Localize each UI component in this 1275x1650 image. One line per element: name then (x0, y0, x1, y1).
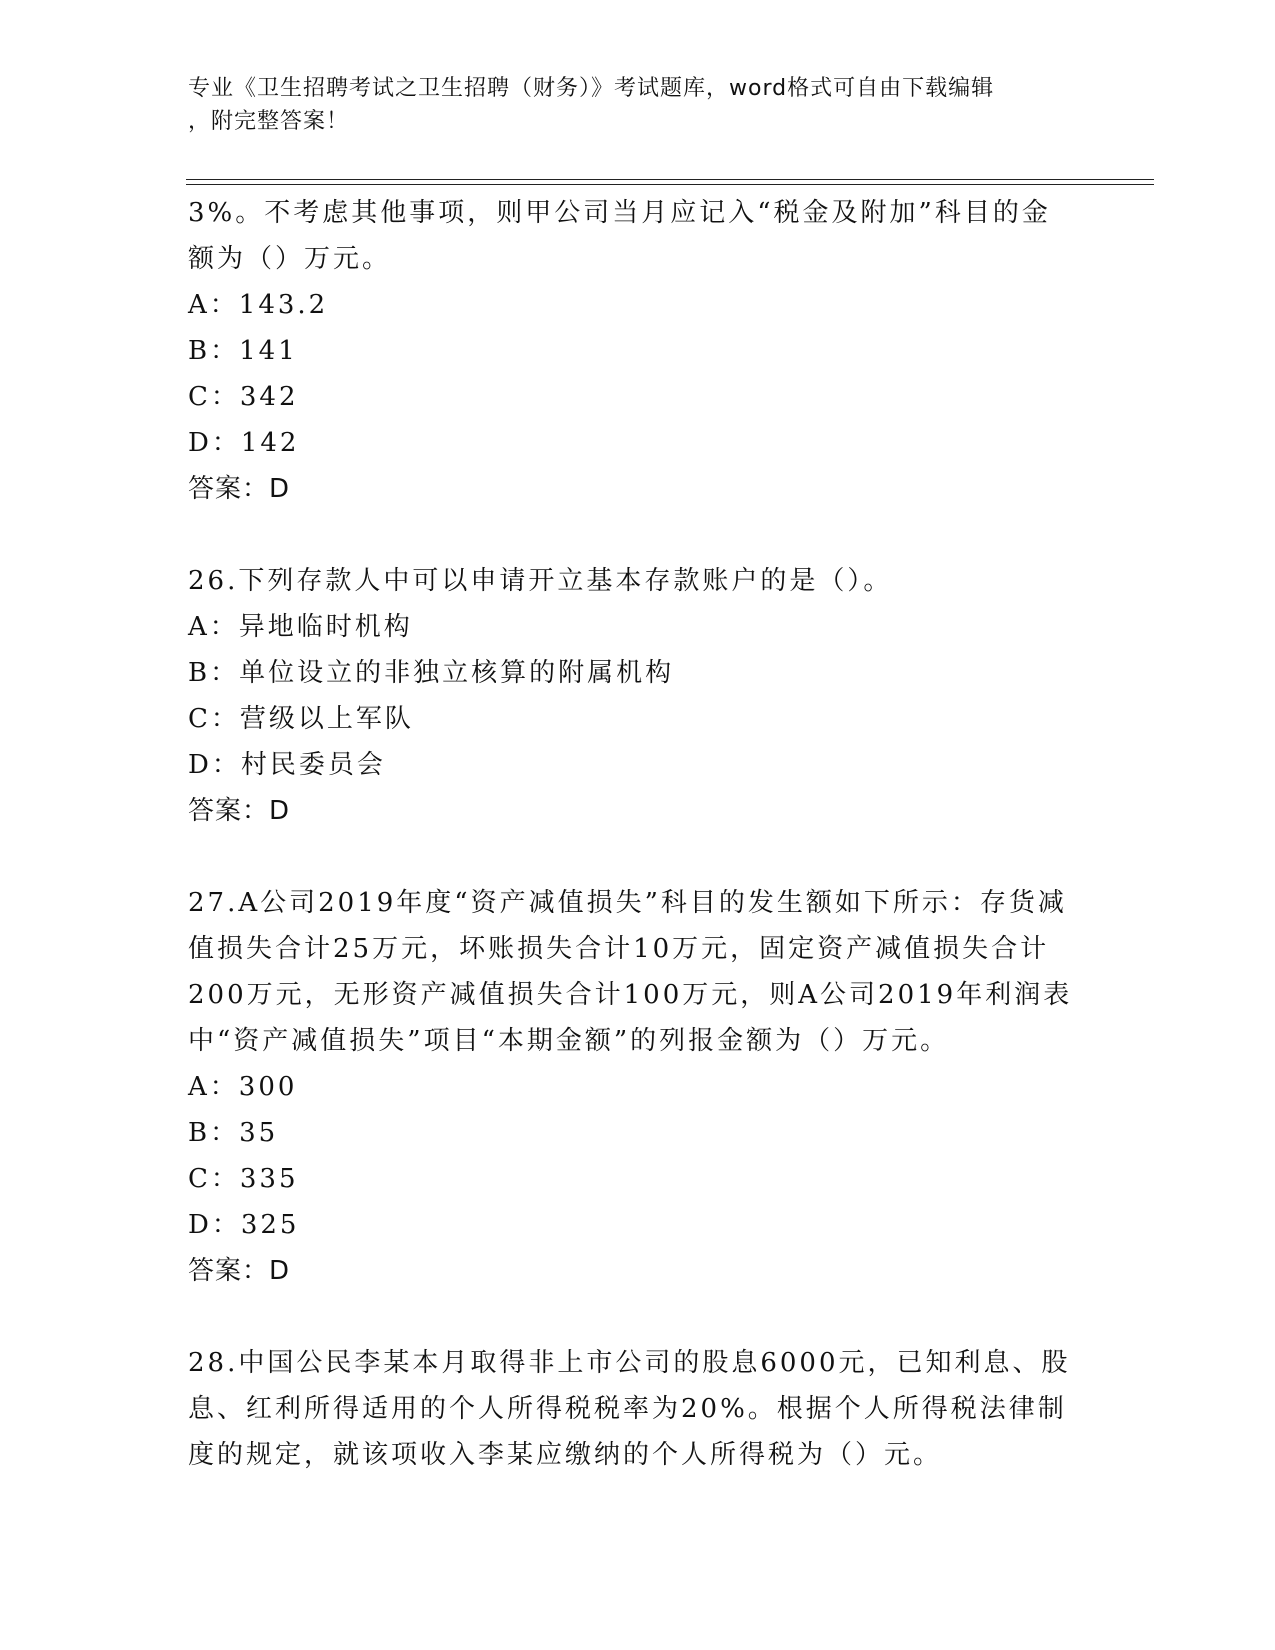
option-d: D：142 (188, 428, 300, 458)
document-body (188, 190, 1088, 1478)
option-a: A：异地临时机构 (188, 612, 413, 642)
spacer (188, 512, 1088, 558)
option-a: A：143.2 (188, 290, 329, 320)
header-line-1: 专业《卫生招聘考试之卫生招聘（财务）》考试题库，word格式可自由下载编辑 (188, 76, 995, 101)
question-text-line: 息、红利所得适用的个人所得税税率为20%。根据个人所得税法律制 (188, 1394, 1067, 1424)
option-b: B：35 (188, 1118, 279, 1148)
question-28 (188, 1340, 1088, 1478)
answer-line: 答案：D (188, 1256, 291, 1286)
option-c: C：335 (188, 1164, 299, 1194)
question-text-line: 28.中国公民李某本月取得非上市公司的股息6000元，已知利息、股 (188, 1348, 1071, 1378)
option-c: C：营级以上军队 (188, 704, 414, 734)
answer-line: 答案：D (188, 474, 291, 504)
option-d: D：325 (188, 1210, 300, 1240)
header-divider-bottom (186, 184, 1154, 185)
document-header (188, 72, 1088, 138)
option-c: C：342 (188, 382, 299, 412)
question-text-line: 额为（）万元。 (188, 244, 392, 274)
question-continued (188, 190, 1088, 512)
question-text-line: 27.A公司2019年度“资产减值损失”科目的发生额如下所示：存货减 (188, 888, 1067, 918)
question-text-line: 3%。不考虑其他事项，则甲公司当月应记入“税金及附加”科目的金 (188, 198, 1051, 228)
question-text-line: 值损失合计25万元，坏账损失合计10万元，固定资产减值损失合计 (188, 934, 1050, 964)
question-text-line: 200万元，无形资产减值损失合计100万元，则A公司2019年利润表 (188, 980, 1073, 1010)
option-b: B：141 (188, 336, 298, 366)
spacer (188, 1294, 1088, 1340)
question-27 (188, 880, 1088, 1294)
option-d: D：村民委员会 (188, 750, 386, 780)
question-text-line: 26.下列存款人中可以申请开立基本存款账户的是（）。 (188, 566, 893, 596)
answer-line: 答案：D (188, 796, 291, 826)
option-a: A：300 (188, 1072, 298, 1102)
question-26 (188, 558, 1088, 834)
spacer (188, 834, 1088, 880)
question-text-line: 中“资产减值损失”项目“本期金额”的列报金额为（）万元。 (188, 1026, 950, 1056)
header-line-2: ，附完整答案！ (188, 109, 350, 134)
header-divider-top (186, 179, 1154, 180)
question-text-line: 度的规定，就该项收入李某应缴纳的个人所得税为（）元。 (188, 1440, 943, 1470)
option-b: B：单位设立的非独立核算的附属机构 (188, 658, 675, 688)
